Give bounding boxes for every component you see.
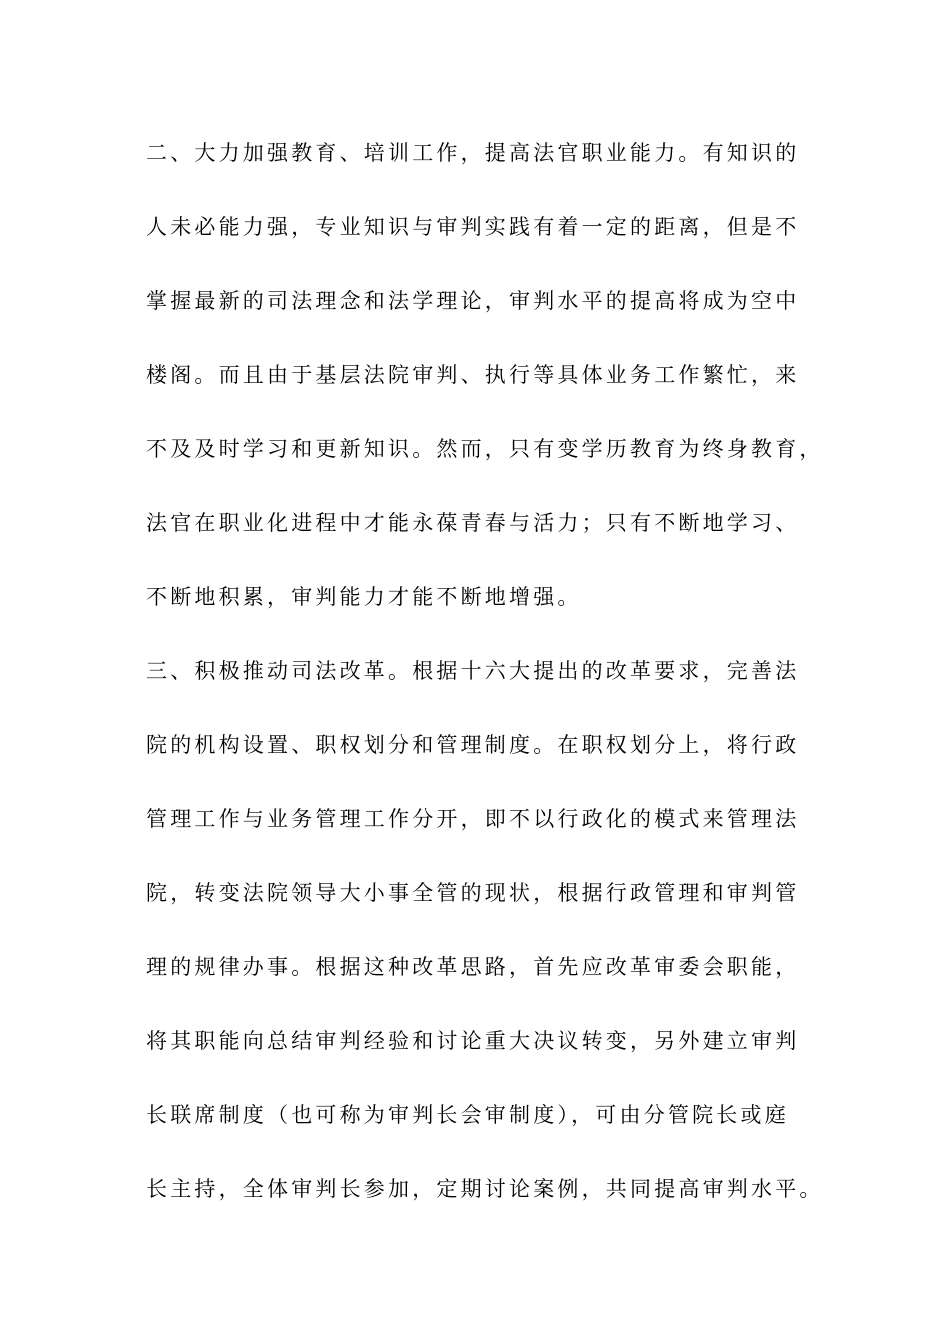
text-line: 楼阁。而且由于基层法院审判、执行等具体业务工作繁忙，来 [146,363,800,387]
text-line: 管理工作与业务管理工作分开，即不以行政化的模式来管理法 [146,807,800,831]
text-line: 不及及时学习和更新知识。然而，只有变学历教育为终身教育， [146,437,824,461]
text-line: 理的规律办事。根据这种改革思路，首先应改革审委会职能， [146,955,800,979]
text-line: 法官在职业化进程中才能永葆青春与活力；只有不断地学习、 [146,511,800,535]
text-line: 三、积极推动司法改革。根据十六大提出的改革要求，完善法 [146,659,800,683]
text-line: 人未必能力强，专业知识与审判实践有着一定的距离，但是不 [146,215,800,239]
document-body [146,133,836,1243]
text-line: 院，转变法院领导大小事全管的现状，根据行政管理和审判管 [146,881,800,905]
text-line: 院的机构设置、职权划分和管理制度。在职权划分上，将行政 [146,733,800,757]
text-line: 二、大力加强教育、培训工作，提高法官职业能力。有知识的 [146,141,800,165]
text-line: 长联席制度（也可称为审判长会审制度），可由分管院长或庭 [146,1103,789,1127]
text-line: 掌握最新的司法理念和法学理论，审判水平的提高将成为空中 [146,289,800,313]
text-line: 长主持，全体审判长参加，定期讨论案例，共同提高审判水平。 [146,1177,824,1201]
text-line: 不断地积累，审判能力才能不断地增强。 [146,585,582,609]
text-line: 将其职能向总结审判经验和讨论重大决议转变，另外建立审判 [146,1029,800,1053]
